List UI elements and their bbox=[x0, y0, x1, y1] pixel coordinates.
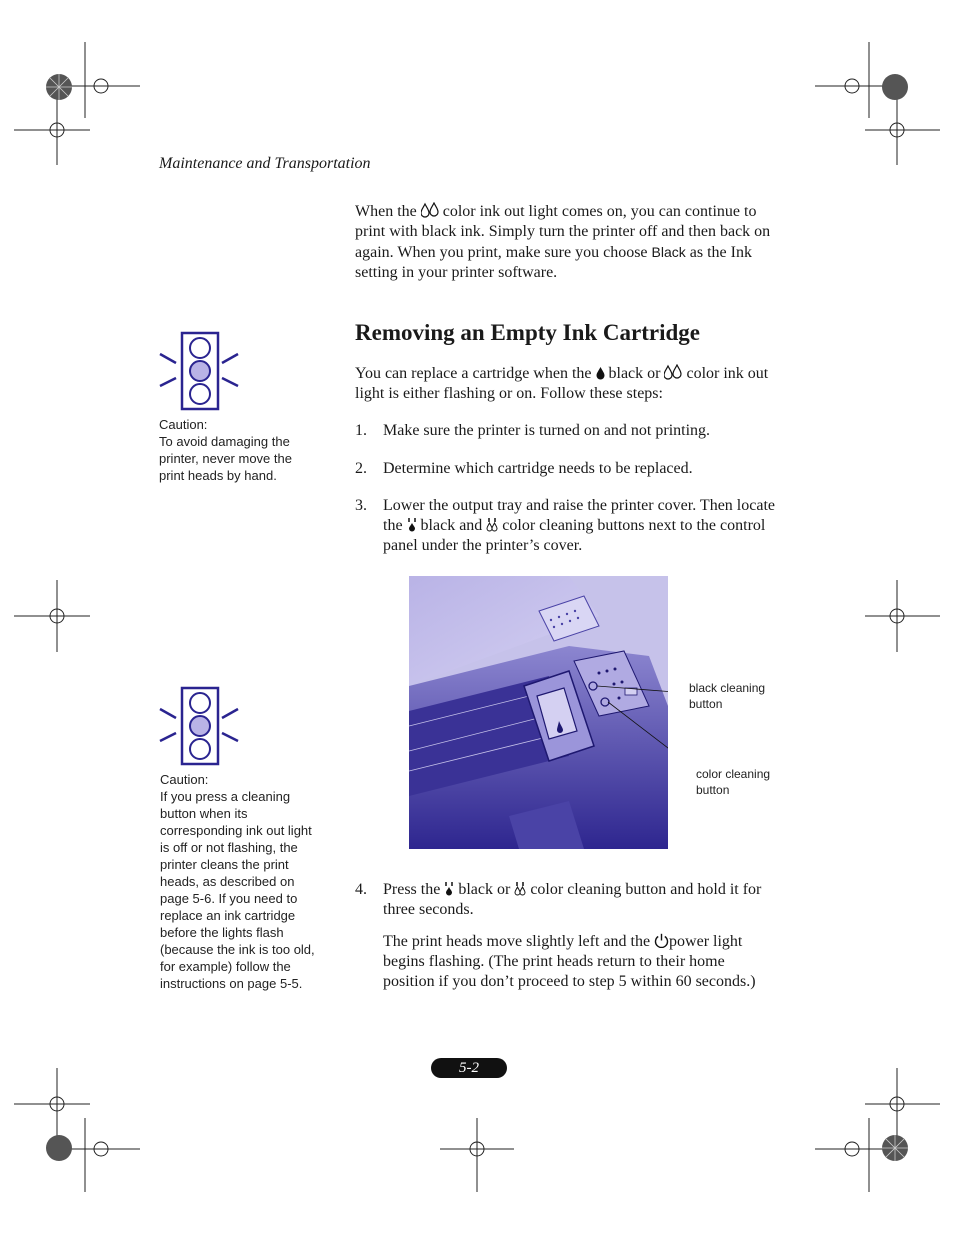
black-ink-drop-icon bbox=[596, 366, 605, 380]
step-4 bbox=[355, 880, 780, 920]
caution-note-2 bbox=[160, 771, 318, 992]
black-cleaning-icon bbox=[407, 517, 417, 532]
caution-traffic-light-icon bbox=[158, 685, 240, 767]
step-text bbox=[383, 880, 780, 920]
running-head: Maintenance and Transportation bbox=[159, 155, 371, 172]
intro-text-1: When the bbox=[355, 203, 417, 220]
step-text-a: Press the bbox=[383, 881, 441, 898]
step-3 bbox=[355, 496, 780, 556]
step-text: Determine which cartridge needs to be replaced. bbox=[383, 460, 693, 477]
color-ink-drops-icon bbox=[664, 364, 682, 380]
black-cleaning-icon bbox=[444, 881, 454, 896]
caution-traffic-light-icon bbox=[158, 330, 240, 412]
lead-text-2: black or bbox=[608, 365, 661, 382]
callout-color-cleaning-button: color cleaning button bbox=[696, 767, 771, 797]
page-number: 5-2 bbox=[431, 1058, 507, 1078]
intro-paragraph bbox=[355, 202, 780, 283]
step-4-paragraph bbox=[383, 932, 780, 992]
step-2 bbox=[355, 459, 780, 479]
caution-title: Caution: bbox=[159, 417, 208, 432]
step-number: 2. bbox=[355, 460, 367, 477]
lead-text-3: color ink out light is either flashing or on. Follow these steps: bbox=[355, 365, 769, 402]
caution-title: Caution: bbox=[160, 772, 209, 787]
step-number: 3. bbox=[355, 497, 367, 514]
intro-text-2: color ink out light comes on, you can continue to print with black ink. Simply turn the printer off and then back on again. When you print, make sure you choose bbox=[355, 203, 771, 261]
black-setting-label: Black bbox=[651, 244, 686, 260]
step-number: 4. bbox=[355, 881, 367, 898]
lead-text-1: You can replace a cartridge when the bbox=[355, 365, 592, 382]
step-text-c: color cleaning button and hold it for three seconds. bbox=[383, 881, 762, 918]
color-cleaning-icon bbox=[514, 881, 526, 896]
step-text: Make sure the printer is turned on and not printing. bbox=[383, 422, 711, 439]
step-text-a: Lower the output tray and raise the printer cover. Then locate the bbox=[383, 497, 775, 534]
step-4-text-a: The print heads move slightly left and the bbox=[383, 933, 651, 950]
printer-illustration bbox=[409, 576, 668, 849]
caution-note-1 bbox=[159, 416, 319, 484]
color-cleaning-icon bbox=[486, 517, 498, 532]
step-text bbox=[383, 496, 780, 556]
color-ink-drops-icon bbox=[421, 202, 439, 218]
step-text-b: black or bbox=[458, 881, 511, 898]
step-text-b: black and bbox=[420, 517, 483, 534]
step-1 bbox=[355, 421, 780, 441]
intro-text-3: as the Ink setting in your printer software. bbox=[355, 244, 752, 281]
step-4-text-b: power light begins flashing. (The print heads return to their home position if you don’t proceed to step 5 within 60 seconds.) bbox=[383, 933, 756, 990]
caution-text: If you press a cleaning button when its corresponding ink out light is off or not flashing, the printer cleans the print heads, as described on page 5-6. If you need to replace an ink cartridge before the lights flash (because the ink is too old, for example) follow the instructions on page 5-5. bbox=[160, 789, 315, 991]
callout-black-cleaning-button: black cleaning button bbox=[689, 681, 766, 711]
lead-paragraph bbox=[355, 364, 780, 404]
power-icon bbox=[654, 933, 669, 948]
step-number: 1. bbox=[355, 422, 367, 439]
caution-text: To avoid damaging the printer, never move the print heads by hand. bbox=[159, 434, 292, 483]
step-text-c: color cleaning buttons next to the control panel under the printer’s cover. bbox=[383, 517, 766, 554]
section-heading: Removing an Empty Ink Cartridge bbox=[355, 320, 701, 345]
